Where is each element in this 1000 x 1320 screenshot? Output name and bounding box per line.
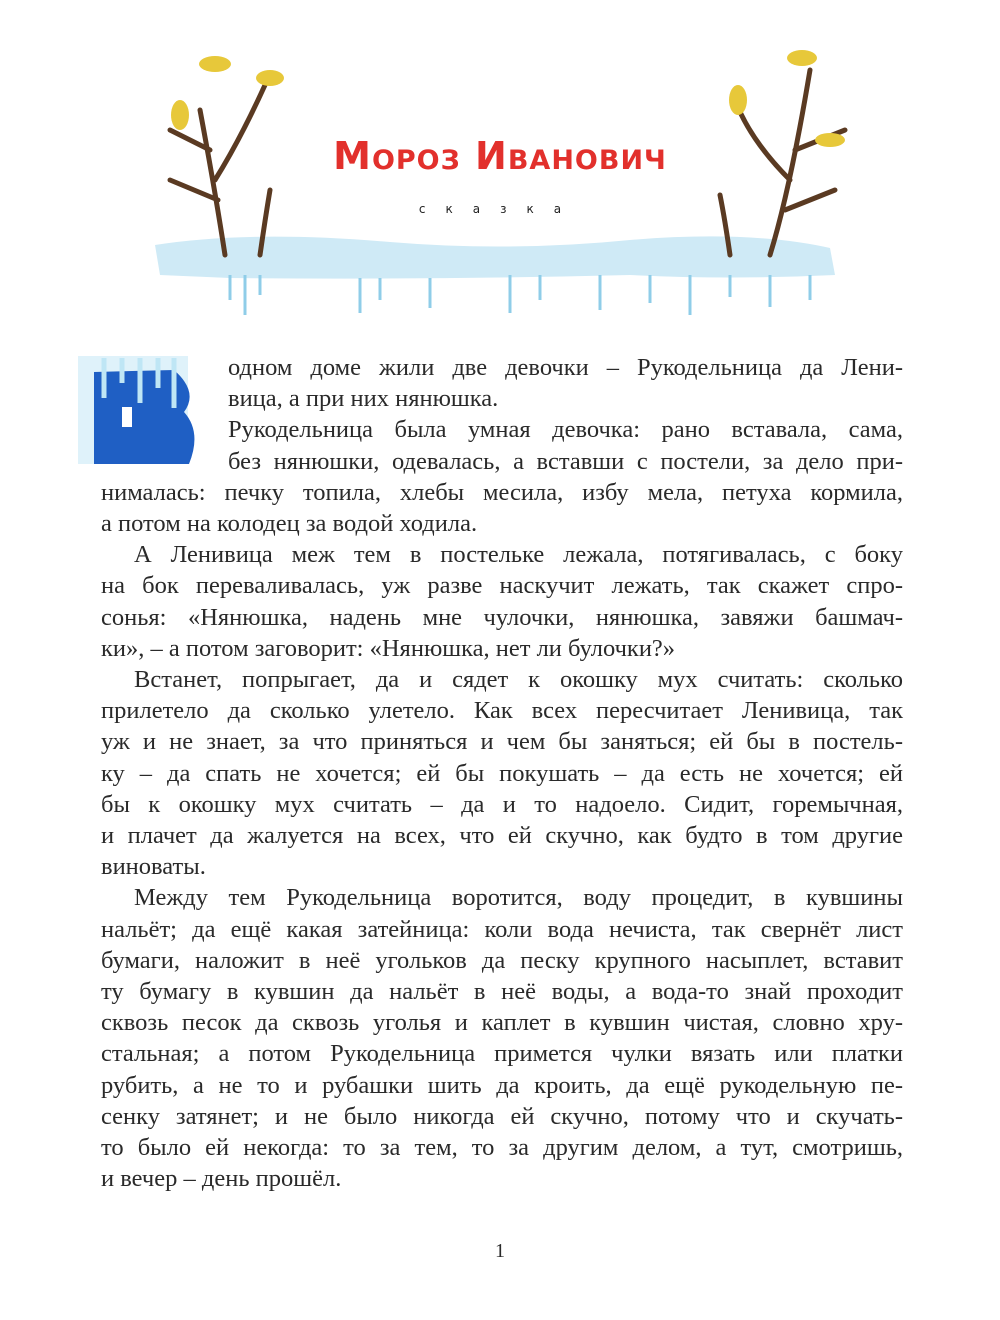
bird [171,100,189,130]
text-line: виноваты. [101,853,206,881]
bird [815,133,845,147]
text-line: нималась: печку топила, хлебы месила, избу мела, петуха кормила, [101,478,903,506]
text-line: рубить, а не то и рубашки шить да кроить, да ещё рукодельную пе- [101,1071,903,1099]
text-line: стальная; а потом Рукодельница примется чулки вязать или платки [101,1040,903,1068]
text-line: А Ленивица меж тем в постельке лежала, потягивалась, с боку [134,541,903,569]
winter-scene-illustration [130,30,870,330]
text-line: ку – да спать не хочется; ей бы покушать – да есть не хочется; ей [101,759,903,787]
text-line: сонья: «Нянюшка, надень мне чулочки, нянюшка, завяжи башмач- [101,603,903,631]
bird [199,56,231,72]
text-line: то было ей некогда: то за тем, то за другим делом, а тут, смотришь, [101,1134,903,1162]
birds [171,50,845,147]
text-line: Рукодельница была умная девочка: рано вставала, сама, [228,416,903,444]
text-line: бы к окошку мух считать – да и то надоело. Сидит, горемычная, [101,790,903,818]
text-line: нальёт; да ещё какая затейница: коли вода нечиста, так свернёт лист [101,915,903,943]
text-line: ки», – а потом заговорит: «Нянюшка, нет ли булочки?» [101,634,676,662]
header-illustration [130,30,870,330]
text-line: Между тем Рукодельница воротится, воду процедит, в кувшины [134,884,903,912]
text-line: одном доме жили две девочки – Рукодельница да Лени- [228,354,903,381]
snow-bank [155,236,835,278]
text-line: сенку затянет; и не было никогда ей скучно, потому что и скучать- [101,1102,903,1130]
icicles [230,275,810,315]
text-line: прилетело да сколько улетело. Как всех пересчитает Ленивица, так [101,697,903,725]
story-title: Мороз Иванович [333,134,667,178]
bird [729,85,747,115]
text-line: и плачет да жалуется на всех, что ей скучно, как будто в том другие [101,822,903,850]
bird [787,50,817,66]
text-line: ту бумагу в кувшин да нальёт в неё воды, а вода-то знай проходит [101,978,903,1006]
story-subtitle: сказка [418,202,582,216]
text-line: а потом на колодец за водой ходила. [101,510,478,538]
text-line: сквозь песок да сквозь уголья и каплет в кувшин чистая, словно хру- [101,1009,903,1037]
text-line: вица, а при них нянюшка. [228,385,499,413]
page-number: 1 [495,1240,505,1262]
text-line: без нянюшки, одевалась, а вставши с постели, за дело при- [228,447,903,475]
story-text [101,352,903,1194]
text-line: на бок переваливалась, уж разве наскучит лежать, так скажет спро- [101,572,903,600]
bird [256,70,284,86]
text-line: уж и не знает, за что приняться и чем бы заняться; ей бы в постель- [101,728,903,756]
text-line: бумаги, наложит в неё угольков да песку крупного насыплет, вставит [101,946,903,974]
text-line: Встанет, попрыгает, да и сядет к окошку мух считать: сколько [134,666,903,694]
text-line: и вечер – день прошёл. [101,1165,342,1193]
